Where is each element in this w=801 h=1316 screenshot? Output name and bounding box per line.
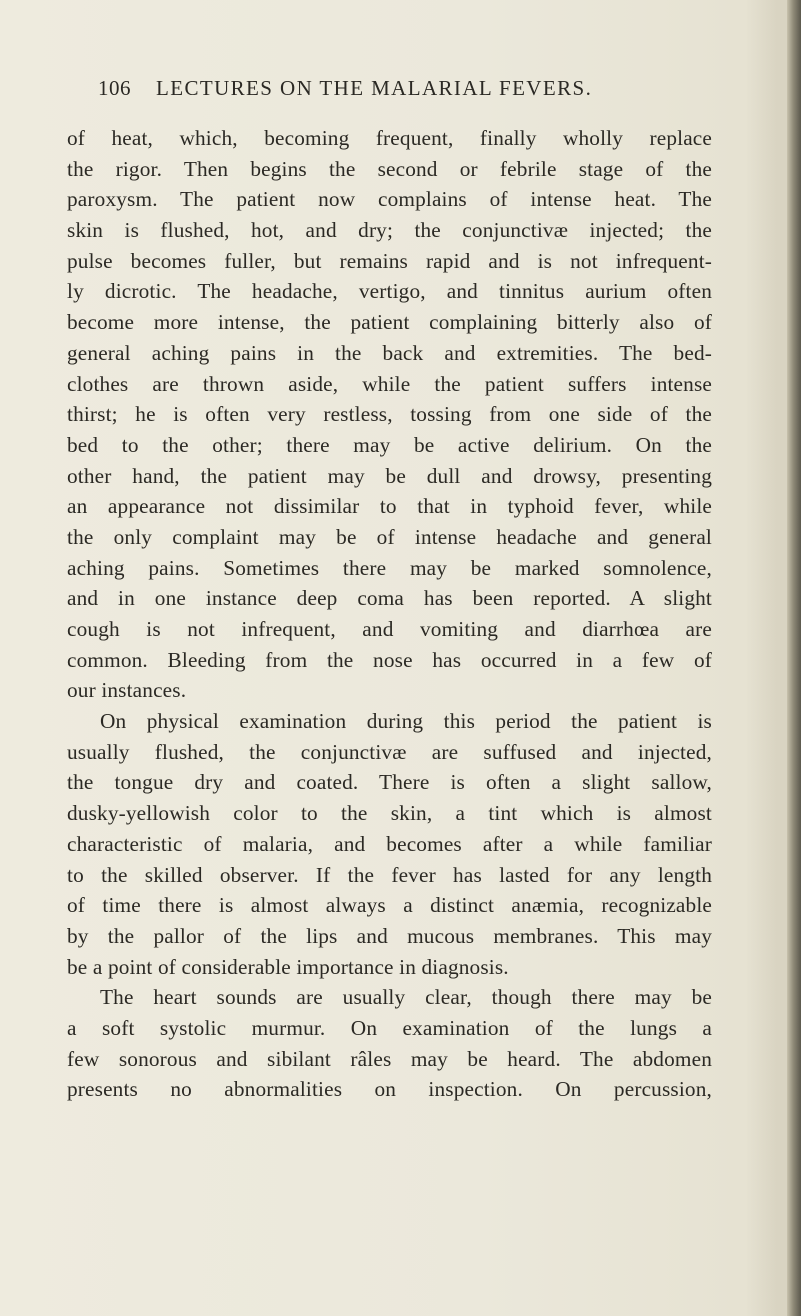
paragraph-start-line: On physical examination during this period the patient is	[100, 709, 712, 734]
text-line: the rigor. Then begins the second or febrile stage of the	[67, 156, 712, 181]
text-line: other hand, the patient may be dull and drowsy, presenting	[67, 463, 712, 488]
text-line: and in one instance deep coma has been reported. A slight	[67, 586, 712, 611]
body-text	[67, 123, 712, 1105]
text-line: thirst; he is often very restless, tossing from one side of the	[67, 402, 712, 427]
text-line: dusky-yellowish color to the skin, a tint which is almost	[67, 801, 712, 826]
text-line: usually flushed, the conjunctivæ are suffused and injected,	[67, 739, 712, 764]
text-line: few sonorous and sibilant râles may be heard. The abdomen	[67, 1046, 712, 1071]
paragraph-end-line: be a point of considerable importance in diagnosis.	[67, 954, 509, 979]
text-line: become more intense, the patient complaining bitterly also of	[67, 310, 712, 335]
text-line: cough is not infrequent, and vomiting and diarrhœa are	[67, 617, 712, 641]
running-header	[98, 76, 658, 106]
text-line: characteristic of malaria, and becomes after a while familiar	[67, 831, 712, 856]
text-line: paroxysm. The patient now complains of intense heat. The	[67, 187, 712, 212]
text-line: pulse becomes fuller, but remains rapid and is not infrequent-	[67, 248, 712, 273]
text-line: an appearance not dissimilar to that in typhoid fever, while	[67, 494, 712, 519]
paragraph-start-line: The heart sounds are usually clear, though there may be	[100, 985, 712, 1010]
text-line: presents no abnormalities on inspection. On percussion,	[67, 1077, 712, 1102]
text-line: to the skilled observer. If the fever has lasted for any length	[67, 862, 712, 887]
running-title: LECTURES ON THE MALARIAL FEVERS.	[156, 76, 593, 100]
text-line: clothes are thrown aside, while the patient suffers intense	[67, 371, 712, 396]
text-line: general aching pains in the back and extremities. The bed-	[67, 340, 712, 365]
text-line: of time there is almost always a distinct anæmia, recognizable	[67, 893, 712, 918]
text-line: the only complaint may be of intense headache and general	[67, 524, 712, 549]
page-binding-edge	[787, 0, 801, 1316]
paragraph-end-line: our instances.	[67, 678, 187, 703]
text-line: bed to the other; there may be active delirium. On the	[67, 432, 712, 457]
text-line: of heat, which, becoming frequent, finally wholly replace	[67, 126, 712, 150]
text-line: by the pallor of the lips and mucous membranes. This may	[67, 923, 712, 948]
page-number: 106	[98, 76, 131, 100]
text-line: ly dicrotic. The headache, vertigo, and tinnitus aurium often	[67, 279, 712, 304]
text-line: aching pains. Sometimes there may be marked somnolence,	[67, 555, 712, 580]
text-line: skin is flushed, hot, and dry; the conjunctivæ injected; the	[67, 218, 712, 243]
text-line: the tongue dry and coated. There is often a slight sallow,	[67, 770, 712, 795]
text-line: common. Bleeding from the nose has occurred in a few of	[67, 647, 712, 672]
text-line: a soft systolic murmur. On examination of the lungs a	[67, 1015, 712, 1040]
